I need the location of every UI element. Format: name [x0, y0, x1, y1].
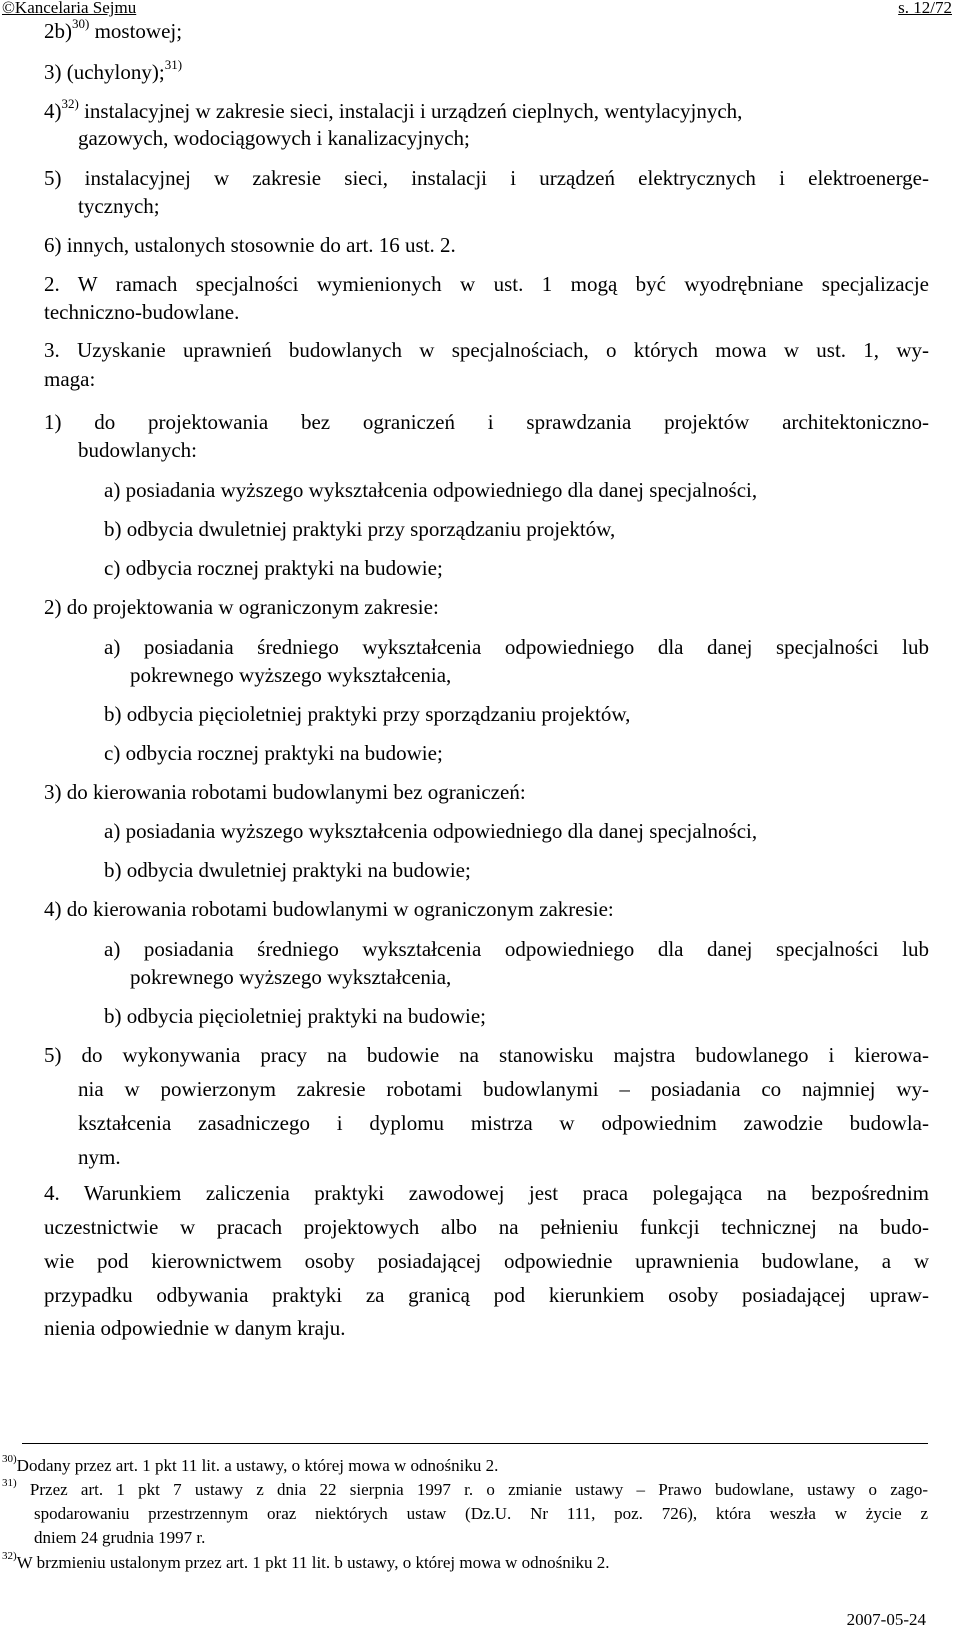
text-line: 5) do wykonywania pracy na budowie na stanowisku majstra budowlanego i kierowa-: [44, 1043, 929, 1067]
text-line: c) odbycia rocznej praktyki na budowie;: [104, 556, 443, 580]
text-line: kształcenia zasadniczego i dyplomu mistrza w odpowiednim zawodzie budowla-: [78, 1111, 929, 1135]
text-line: tycznych;: [78, 194, 160, 218]
text-line: pokrewnego wyższego wykształcenia,: [130, 663, 452, 687]
footnote-31-line-2: spodarowaniu przestrzennym oraz niektórych ustaw (Dz.U. Nr 111, poz. 726), która weszła w życie z: [34, 1504, 928, 1523]
text-line: pokrewnego wyższego wykształcenia,: [130, 965, 452, 989]
footnote-ref[interactable]: 30): [72, 16, 90, 31]
text-line: 4) do kierowania robotami budowlanymi w ograniczonym zakresie:: [44, 897, 614, 921]
text-line: uczestnictwie w pracach projektowych albo na pełnieniu funkcji technicznej na budo-: [44, 1215, 929, 1239]
text-line: 4)$^{32)}$ instalacyjnej w zakresie sieci, instalacji i urządzeń cieplnych, wentylacyjnych,: [44, 96, 743, 123]
text-line: techniczno-budowlane.: [44, 300, 240, 324]
text-line: gazowych, wodociągowych i kanalizacyjnych;: [78, 126, 470, 150]
text-line: 2) do projektowania w ograniczonym zakresie:: [44, 595, 439, 619]
text-line: 2. W ramach specjalności wymienionych w ust. 1 mogą być wyodrębniane specjalizacje: [44, 272, 929, 296]
text-line: 1) do projektowania bez ograniczeń i sprawdzania projektów architektoniczno-: [44, 410, 929, 434]
footnote-ref[interactable]: 31): [164, 57, 183, 72]
header-page-number: s. 12/72: [898, 0, 952, 17]
footnote-31: $^{31)}$ Przez art. 1 pkt 7 ustawy z dnia 22 sierpnia 1997 r. o zmianie ustawy – Prawo budowlane, ustawy o zago-: [2, 1477, 928, 1499]
text-line: nym.: [78, 1145, 121, 1169]
footnote-30: $^{30)}$Dodany przez art. 1 pkt 11 lit. a ustawy, o której mowa w odnośniku 2.: [2, 1453, 499, 1475]
text-line: b) odbycia dwuletniej praktyki przy sporządzaniu projektów,: [104, 517, 616, 541]
text-line: nia w powierzonym zakresie robotami budowlanymi – posiadania co najmniej wy-: [78, 1077, 929, 1101]
text-line: b) odbycia pięcioletniej praktyki przy sporządzaniu projektów,: [104, 702, 631, 726]
text-line: b) odbycia dwuletniej praktyki na budowie;: [104, 858, 471, 882]
text-line: 5) instalacyjnej w zakresie sieci, instalacji i urządzeń elektrycznych i elektroenerge-: [44, 166, 929, 190]
text-line: c) odbycia rocznej praktyki na budowie;: [104, 741, 443, 765]
text-line: 3) do kierowania robotami budowlanymi bez ograniczeń:: [44, 780, 526, 804]
text-line: a) posiadania średniego wykształcenia odpowiedniego dla danej specjalności lub: [104, 937, 929, 961]
text-line: 6) innych, ustalonych stosownie do art. 16 ust. 2.: [44, 233, 456, 257]
text-line: a) posiadania wyższego wykształcenia odpowiedniego dla danej specjalności,: [104, 819, 758, 843]
footnote-32: $^{32)}$W brzmieniu ustalonym przez art. 1 pkt 11 lit. b ustawy, o której mowa w odnośniku 2.: [2, 1550, 610, 1572]
document-date: 2007-05-24: [846, 1610, 926, 1629]
footnote-separator: [22, 1443, 928, 1444]
text-line: b) odbycia pięcioletniej praktyki na budowie;: [104, 1004, 486, 1028]
text-line: 3) (uchylony);$^{31)}$: [44, 57, 183, 84]
text-line: a) posiadania średniego wykształcenia odpowiedniego dla danej specjalności lub: [104, 635, 929, 659]
text-line: wie pod kierownictwem osoby posiadającej odpowiednie uprawnienia budowlane, a w: [44, 1249, 929, 1273]
text-line: 3. Uzyskanie uprawnień budowlanych w specjalnościach, o których mowa w ust. 1, wy-: [44, 338, 929, 362]
footnote-ref[interactable]: 32): [61, 96, 79, 111]
text-line: a) posiadania wyższego wykształcenia odpowiedniego dla danej specjalności,: [104, 478, 758, 502]
text-line: budowlanych:: [78, 438, 197, 462]
text-line: nienia odpowiednie w danym kraju.: [44, 1316, 346, 1340]
text-line: przypadku odbywania praktyki za granicą pod kierunkiem osoby posiadającej upraw-: [44, 1283, 929, 1307]
header-source: ©Kancelaria Sejmu: [2, 0, 137, 17]
text-line: 2b)$^{30)}$ mostowej;: [44, 16, 183, 43]
text-line: maga:: [44, 367, 96, 391]
footnote-31-line-3: dniem 24 grudnia 1997 r.: [34, 1528, 206, 1547]
text-line: 4. Warunkiem zaliczenia praktyki zawodowej jest praca polegająca na bezpośrednim: [44, 1181, 929, 1205]
